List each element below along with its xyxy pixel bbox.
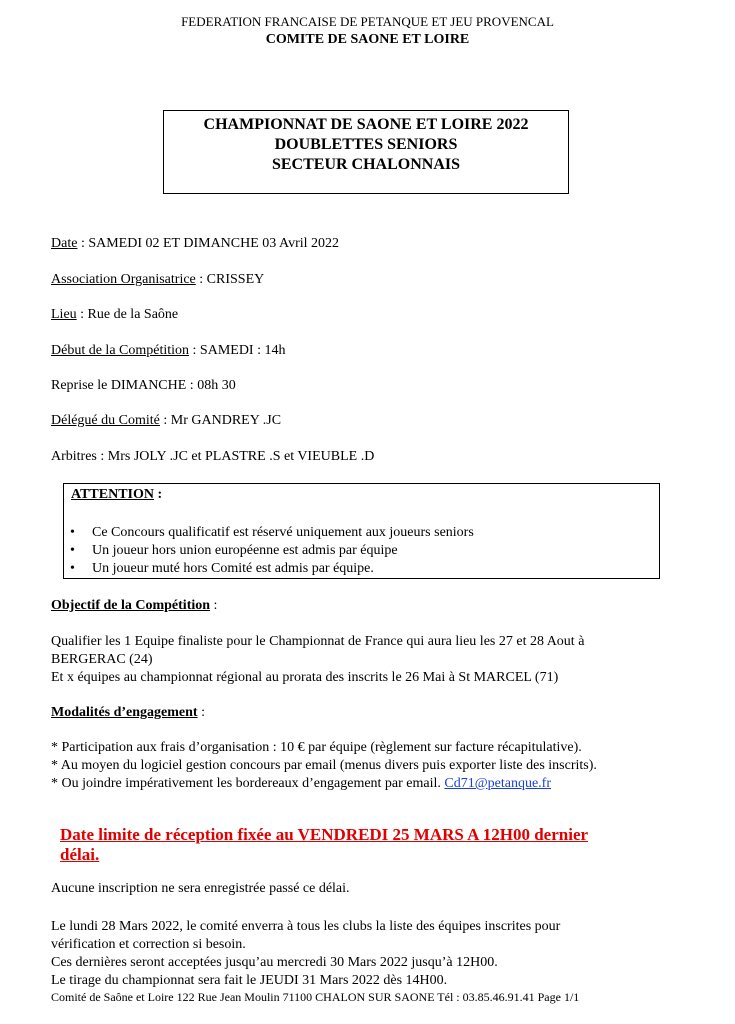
modalites-line-2: * Au moyen du logiciel gestion concours par email (menus divers puis exporter liste des inscrits). <box>51 758 597 773</box>
objectif-line-3: Et x équipes au championnat régional au prorata des inscrits le 26 Mai à St MARCEL (71) <box>51 670 559 685</box>
objectif-line-1: Qualifier les 1 Equipe finaliste pour le Championnat de France qui aura lieu les 27 et 28 Aout à <box>51 634 585 649</box>
aucune-inscription: Aucune inscription ne sera enregistrée passé ce délai. <box>51 881 350 896</box>
notes-line-1: Le lundi 28 Mars 2022, le comité enverra à tous les clubs la liste des équipes inscrites pour <box>51 919 561 934</box>
title-box <box>163 110 569 194</box>
title-line-1: CHAMPIONNAT DE SAONE ET LOIRE 2022 <box>203 116 529 133</box>
notes-text <box>51 918 560 990</box>
attention-item-text: Ce Concours qualificatif est réservé uniquement aux joueurs seniors <box>92 525 474 540</box>
association-row <box>51 272 264 288</box>
arbitres-row: Arbitres : Mrs JOLY .JC et PLASTRE .S et VIEUBLE .D <box>51 449 375 464</box>
attention-list <box>70 524 474 578</box>
deadline-notice <box>60 825 588 865</box>
attention-title <box>71 487 162 503</box>
reprise-row: Reprise le DIMANCHE : 08h 30 <box>51 378 236 393</box>
delegue-value: : Mr GANDREY .JC <box>159 413 282 428</box>
notes-line-3: Ces dernières seront acceptées jusqu’au mercredi 30 Mars 2022 jusqu’à 12H00. <box>51 955 498 970</box>
bullet-icon: • <box>70 543 75 558</box>
objectif-heading <box>51 598 217 614</box>
objectif-text <box>51 633 584 687</box>
debut-row <box>51 343 285 359</box>
bullet-icon: • <box>70 561 75 576</box>
attention-item-text: Un joueur hors union européenne est admis par équipe <box>92 543 398 558</box>
modalites-line-3 <box>51 775 597 793</box>
footer: Comité de Saône et Loire 122 Rue Jean Moulin 71100 CHALON SUR SAONE Tél : 03.85.46.91.41 Page 1/1 <box>51 990 580 1004</box>
modalites-heading-text: Modalités d’engagement <box>51 705 198 720</box>
title-line-3: SECTEUR CHALONNAIS <box>271 156 461 173</box>
attention-item <box>70 524 474 542</box>
attention-title-colon: : <box>153 487 163 502</box>
lieu-label: Lieu <box>51 307 77 322</box>
attention-box <box>63 483 660 579</box>
modalites-line-3-text: * Ou joindre impérativement les bordereaux d’engagement par email. <box>51 776 445 791</box>
deadline-line-1: Date limite de réception fixée au VENDREDI 25 MARS A 12H00 dernier <box>60 825 589 844</box>
date-value: : SAMEDI 02 ET DIMANCHE 03 Avril 2022 <box>77 236 340 251</box>
association-value: : CRISSEY <box>195 272 265 287</box>
debut-value: : SAMEDI : 14h <box>189 343 286 358</box>
lieu-value: : Rue de la Saône <box>76 307 179 322</box>
objectif-heading-text: Objectif de la Compétition <box>51 598 211 613</box>
objectif-heading-colon: : <box>210 598 218 613</box>
deadline-line-2: délai. <box>60 845 100 864</box>
date-row <box>51 236 339 252</box>
modalites-line-1: * Participation aux frais d’organisation : 10 € par équipe (règlement sur facture récapitulative). <box>51 740 582 755</box>
association-label: Association Organisatrice <box>51 272 196 287</box>
objectif-line-2: BERGERAC (24) <box>51 652 153 667</box>
federation-header: FEDERATION FRANCAISE DE PETANQUE ET JEU PROVENCAL <box>181 14 554 29</box>
attention-item <box>70 560 474 578</box>
title-line-2: DOUBLETTES SENIORS <box>274 136 458 153</box>
committee-header: COMITE DE SAONE ET LOIRE <box>265 32 470 47</box>
email-link[interactable]: Cd71@petanque.fr <box>444 776 552 791</box>
debut-label: Début de la Compétition <box>51 343 190 358</box>
attention-item-text: Un joueur muté hors Comité est admis par équipe. <box>92 561 374 576</box>
attention-item <box>70 542 474 560</box>
delegue-label: Délégué du Comité <box>51 413 160 428</box>
delegue-row <box>51 413 281 429</box>
lieu-row <box>51 307 178 323</box>
modalites-text <box>51 739 597 793</box>
notes-line-2: vérification et correction si besoin. <box>51 937 246 952</box>
modalites-heading-colon: : <box>197 705 205 720</box>
modalites-heading <box>51 705 205 721</box>
notes-line-4: Le tirage du championnat sera fait le JEUDI 31 Mars 2022 dès 14H00. <box>51 973 448 988</box>
attention-title-text: ATTENTION <box>71 487 154 502</box>
bullet-icon: • <box>70 525 75 540</box>
date-label: Date <box>51 236 78 251</box>
